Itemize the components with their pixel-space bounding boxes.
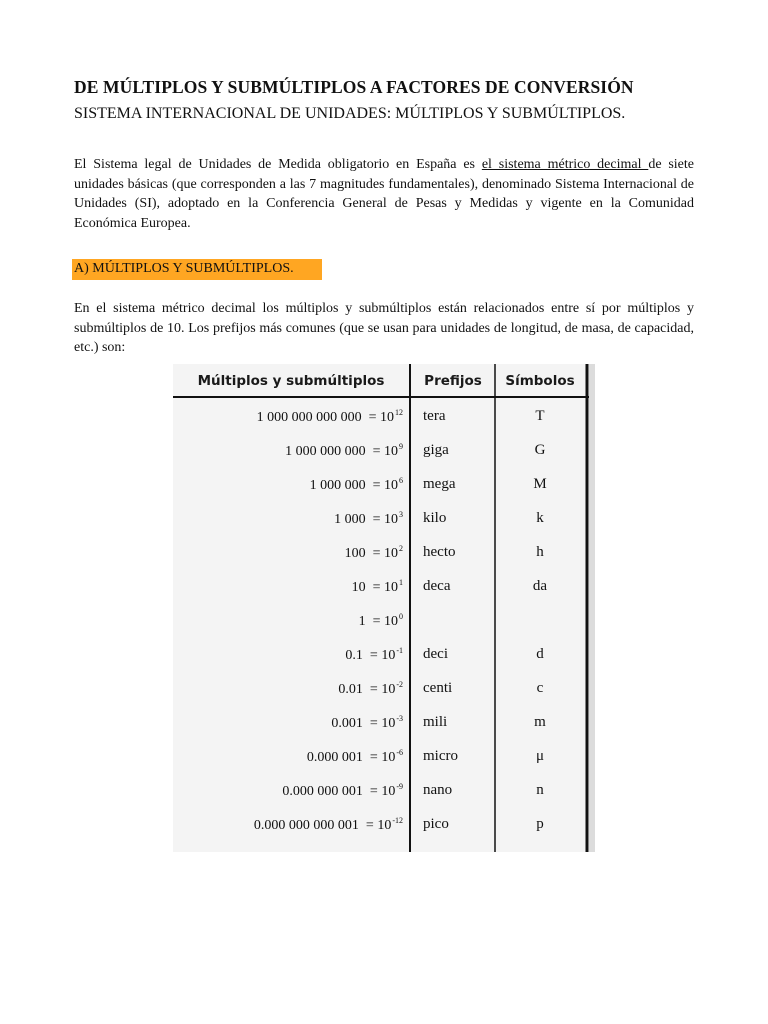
exponent: 12 — [395, 408, 403, 417]
multiple-value: 0.000 000 000 $001 = 10^{-12}$ — [253, 816, 403, 833]
number-value: 0.000 001 — [306, 750, 363, 765]
exponent: 1 — [399, 578, 403, 587]
table-row — [173, 774, 595, 808]
symbol-cell: k — [536, 510, 544, 526]
header-symbols: Símbolos — [505, 372, 575, 389]
symbol-cell: μ — [535, 748, 545, 764]
number-value: 10 — [351, 580, 366, 595]
symbol-cell: n — [536, 782, 544, 798]
prefix-cell: deci — [423, 646, 448, 662]
table-row — [173, 604, 595, 638]
exponent: 9 — [399, 442, 403, 451]
multiple-value: $10 = 10^1$ — [351, 578, 403, 595]
document-subtitle: SISTEMA INTERNACIONAL DE UNIDADES: MÚLTIPLOS Y SUBMÚLTIPLOS. — [74, 105, 626, 122]
number-value: 0.001 — [331, 716, 363, 731]
prefix-cell: centi — [423, 680, 453, 696]
table-row — [173, 434, 595, 468]
symbol-cell: M — [533, 476, 547, 492]
intro-text-start: El Sistema legal de Unidades de Medida obligatorio en España es — [74, 157, 482, 172]
prefix-cell: hecto — [423, 544, 456, 560]
symbol-cell: G — [534, 442, 546, 458]
multiple-value: $0.01 = 10^{-2}$ — [338, 680, 403, 697]
exponent: 6 — [399, 476, 403, 485]
exponent: 0 — [399, 612, 403, 621]
symbol-cell: p — [536, 816, 544, 832]
intro-text-end: de siete unidades básicas (que corresponden a las 7 magnitudes fundamentales), denominado Sistema Internacional de Unidades (SI), adoptado en la Conferencia General de Pesas y Medidas y vigente en la Comunidad Económica Europea. — [74, 157, 695, 231]
prefix-cell: deca — [423, 578, 451, 594]
exponent: -12 — [392, 816, 403, 825]
exponent: 3 — [399, 510, 403, 519]
table-row — [173, 502, 595, 536]
table-row — [173, 638, 595, 672]
table-row — [173, 536, 595, 570]
exponent: -1 — [396, 646, 403, 655]
exponent: -3 — [396, 714, 403, 723]
table-row — [173, 672, 595, 706]
table-row — [173, 400, 595, 434]
number-value: 1 000 — [334, 512, 366, 527]
prefix-cell: tera — [423, 408, 446, 424]
table-row — [173, 570, 595, 604]
table-row — [173, 706, 595, 740]
metric-system-link[interactable]: el sistema métrico decimal — [481, 157, 649, 172]
multiple-value: $100 = 10^2$ — [344, 544, 403, 561]
symbol-cell: m — [534, 714, 546, 730]
intro-paragraph — [74, 155, 694, 233]
document-title: DE MÚLTIPLOS Y SUBMÚLTIPLOS A FACTORES DE CONVERSIÓN — [74, 77, 634, 97]
number-value: 0.1 — [345, 648, 363, 663]
number-value: 1 — [358, 614, 366, 629]
multiple-value: 0.000 $001 = 10^{-6}$ — [306, 748, 403, 765]
number-value: 100 — [344, 546, 366, 561]
prefix-cell: pico — [423, 816, 449, 832]
symbol-cell: c — [536, 680, 544, 696]
exponent: -6 — [396, 748, 403, 757]
table-row — [173, 808, 595, 842]
multiple-value: 1 000 000 000 $000 = 10^{12}$ — [256, 408, 403, 425]
number-value: 1 000 000 000 000 — [256, 410, 362, 425]
symbol-cell: da — [532, 578, 548, 594]
number-value: 1 000 000 000 — [285, 444, 366, 459]
symbol-cell: d — [536, 646, 544, 662]
multiple-value: 1 $000 = 10^3$ — [334, 510, 403, 527]
multiple-value: $0.1 = 10^{-1}$ — [345, 646, 403, 663]
header-prefixes: Prefijos — [424, 372, 482, 389]
multiple-value: 1 000 000 $000 = 10^9$ — [285, 442, 403, 459]
header-multiples: Múltiplos y submúltiplos — [197, 372, 385, 389]
prefix-table-image — [173, 364, 595, 852]
prefix-cell: mega — [423, 476, 456, 492]
exponent: -2 — [396, 680, 403, 689]
prefix-cell: giga — [423, 442, 449, 458]
multiple-value: $0.001 = 10^{-3}$ — [331, 714, 403, 731]
multiple-value: $1 = 10^0$ — [358, 612, 403, 629]
exponent: 2 — [399, 544, 403, 553]
section-heading: A) MÚLTIPLOS Y SUBMÚLTIPLOS. — [72, 259, 322, 280]
number-value: 0.01 — [338, 682, 363, 697]
symbol-cell: h — [536, 544, 544, 560]
exponent: -9 — [396, 782, 403, 791]
number-value: 0.000 000 000 001 — [253, 818, 359, 833]
multiple-value: 0.000 000 $001 = 10^{-9}$ — [282, 782, 403, 799]
prefix-cell: kilo — [423, 510, 447, 526]
number-value: 0.000 000 001 — [282, 784, 363, 799]
prefix-cell: micro — [423, 748, 458, 764]
prefix-cell: nano — [423, 782, 453, 798]
number-value: 1 000 000 — [309, 478, 366, 493]
symbol-cell: T — [535, 408, 545, 424]
multiple-value: 1 000 $000 = 10^6$ — [309, 476, 403, 493]
table-row — [173, 468, 595, 502]
prefix-cell: mili — [423, 714, 448, 730]
table-row — [173, 740, 595, 774]
section-paragraph: En el sistema métrico decimal los múltiplos y submúltiplos están relacionados entre sí por múltiplos y submúltiplos de 10. Los prefijos más comunes (que se usan para unidades de longitud, de masa, de capacidad, etc.) son: — [74, 301, 694, 355]
